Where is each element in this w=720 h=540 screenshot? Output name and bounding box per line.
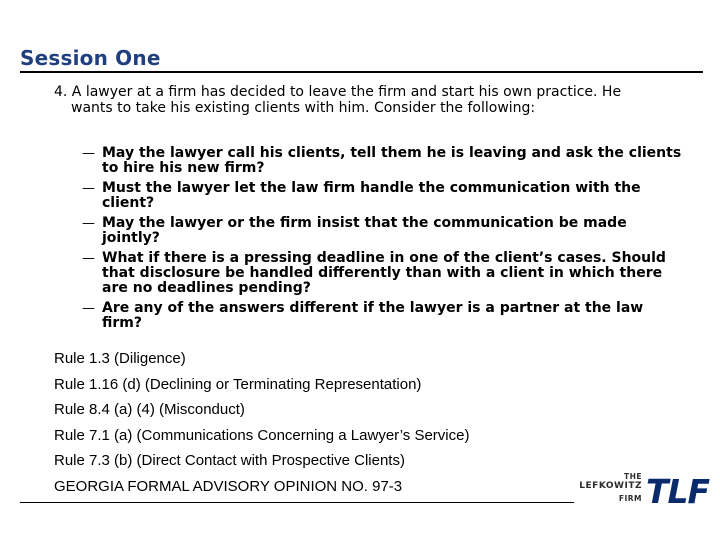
dash-bullet-icon: — [82, 251, 95, 266]
logo-text-lefkowitz: LEFKOWITZ [579, 481, 642, 491]
dash-bullet-icon: — [82, 216, 95, 231]
logo-text-the: THE [623, 472, 642, 481]
dash-bullet-icon: — [82, 181, 95, 196]
rule-reference-list [54, 349, 654, 502]
question-item [82, 181, 682, 211]
rule-reference: Rule 8.4 (a) (4) (Misconduct) [54, 401, 245, 418]
question-item [82, 251, 682, 296]
intro-line-2: wants to take his existing clients with him. Consider the following: [71, 100, 536, 116]
rule-reference: Rule 1.16 (d) (Declining or Terminating Representation) [54, 375, 422, 393]
title-divider [20, 71, 703, 73]
dash-bullet-icon: — [82, 301, 95, 316]
footer-divider [20, 502, 574, 503]
question-item [82, 146, 682, 176]
rule-reference: Rule 7.1 (a) (Communications Concerning a Lawyer’s Service) [54, 426, 470, 444]
dash-bullet-icon: — [82, 146, 95, 161]
question-list [82, 146, 682, 336]
slide-title: Session One [20, 46, 161, 70]
intro-paragraph [54, 84, 674, 116]
rule-reference: Rule 7.3 (b) (Direct Contact with Prospective Clients) [54, 452, 405, 469]
question-text: May the lawyer call his clients, tell them he is leaving and ask the clients to hire his new firm? [102, 145, 682, 176]
question-item [82, 301, 682, 331]
firm-logo [579, 468, 710, 520]
question-text: Are any of the answers different if the lawyer is a partner at the law firm? [102, 300, 644, 331]
logo-mark-tlf: TLF [646, 472, 710, 511]
intro-line-1: 4. A lawyer at a firm has decided to leave the firm and start his own practice. He [54, 84, 622, 100]
question-item [82, 216, 682, 246]
rule-reference: Rule 1.3 (Diligence) [54, 350, 186, 367]
question-text: Must the lawyer let the law firm handle the communication with the client? [102, 180, 641, 211]
question-text: May the lawyer or the firm insist that the communication be made jointly? [102, 215, 627, 246]
advisory-opinion-reference: GEORGIA FORMAL ADVISORY OPINION NO. 97-3 [54, 477, 403, 495]
logo-text-firm: FIRM [618, 494, 642, 503]
question-text: What if there is a pressing deadline in one of the client’s cases. Should that disclosure be handled differently than with a client in which there are no deadlines pending? [102, 250, 666, 296]
